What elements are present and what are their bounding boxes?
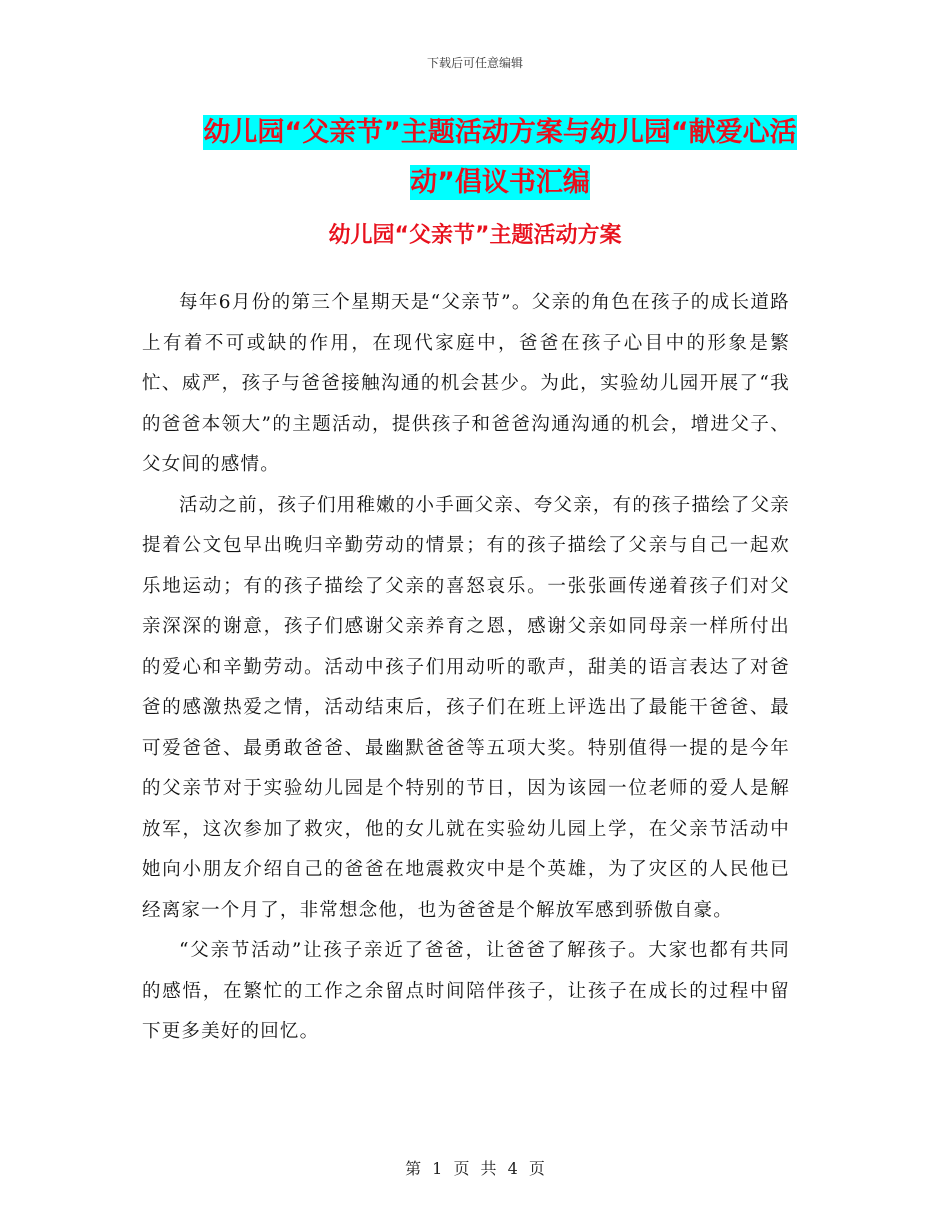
document-title: [190, 108, 810, 208]
document-title-line-1: 幼儿园“父亲节”主题活动方案与幼儿园“献爱心活: [203, 117, 797, 148]
paragraph: 每年6月份的第三个星期天是“父亲节”。父亲的角色在孩子的成长道路上有着不可或缺的作用，在现代家庭中，爸爸在孩子心目中的形象是繁忙、威严，孩子与爸爸接触沟通的机会甚少。为此，实验幼儿园开展了“我的爸爸本领大”的主题活动，提供孩子和爸爸沟通沟通的机会，增进父子、父女间的感情。: [142, 292, 790, 475]
paragraph: “父亲节活动”让孩子亲近了爸爸，让爸爸了解孩子。大家也都有共同的感悟，在繁忙的工作之余留点时间陪伴孩子，让孩子在成长的过程中留下更多美好的回忆。: [142, 940, 790, 1042]
document-title-line-2: 动”倡议书汇编: [410, 167, 590, 198]
paragraph: 活动之前，孩子们用稚嫩的小手画父亲、夸父亲，有的孩子描绘了父亲提着公文包早出晚归辛勤劳动的情景；有的孩子描绘了父亲与自己一起欢乐地运动；有的孩子描绘了父亲的喜怒哀乐。一张张画传递着孩子们对父亲深深的谢意，孩子们感谢父亲养育之恩，感谢父亲如同母亲一样所付出的爱心和辛勤劳动。活动中孩子们用动听的歌声，甜美的语言表达了对爸爸的感激热爱之情，活动结束后，孩子们在班上评选出了最能干爸爸、最可爱爸爸、最勇敢爸爸、最幽默爸爸等五项大奖。特别值得一提的是今年的父亲节对于实验幼儿园是个特别的节日，因为该园一位老师的爱人是解放军，这次参加了救灾，他的女儿就在实验幼儿园上学，在父亲节活动中她向小朋友介绍自己的爸爸在地震救灾中是个英雄，为了灾区的人民他已经离家一个月了，非常想念他，也为爸爸是个解放军感到骄傲自豪。: [142, 494, 790, 921]
body-text: [142, 283, 790, 1053]
section-title: 幼儿园“父亲节”主题活动方案: [328, 223, 622, 248]
header-note: 下载后可任意编辑: [426, 56, 523, 70]
page-footer: 第 1 页 共 4 页: [405, 1159, 545, 1178]
